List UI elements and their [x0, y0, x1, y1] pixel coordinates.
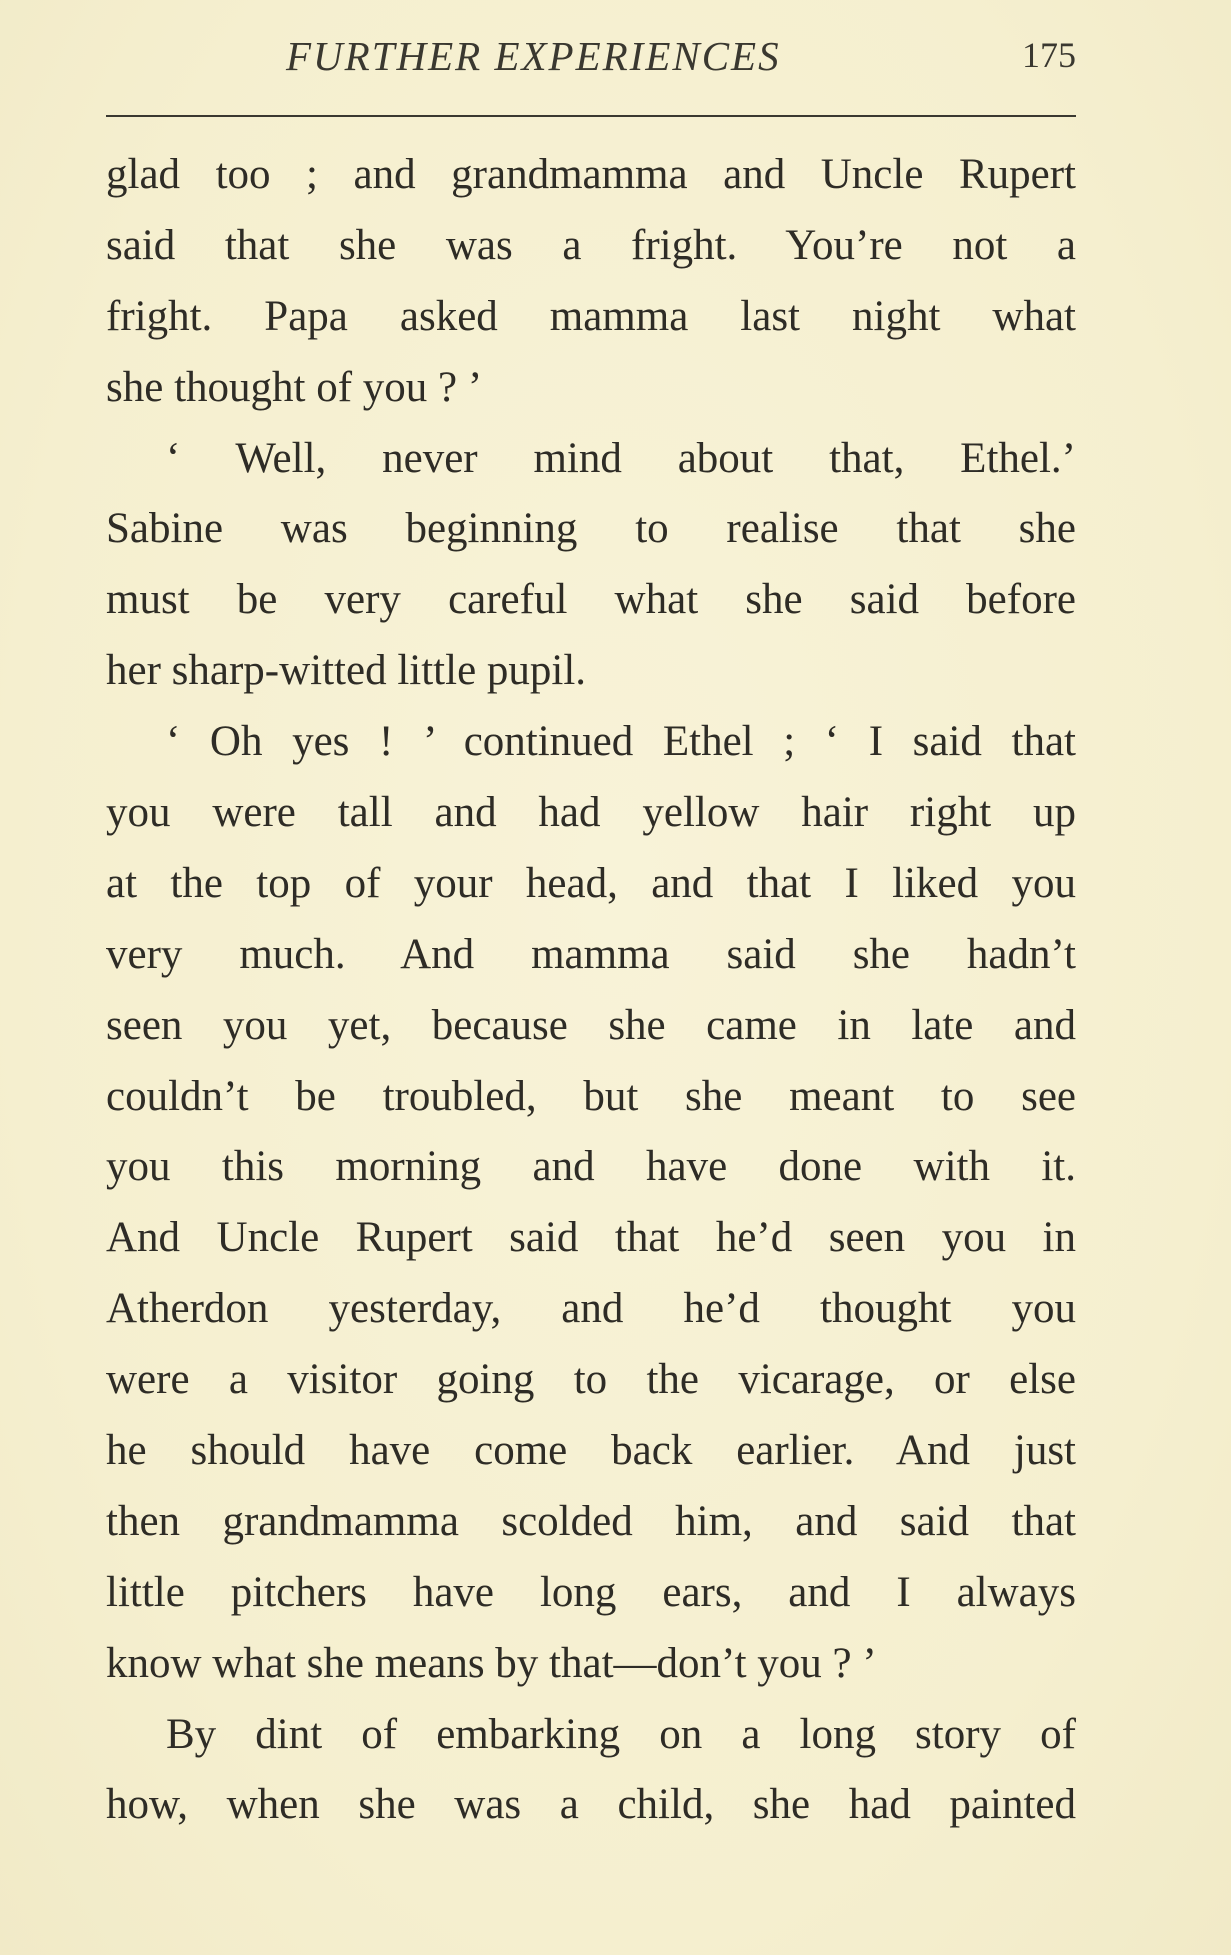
text-line: And Uncle Rupert said that he’d seen you in — [106, 1214, 1076, 1262]
running-title: FURTHER EXPERIENCES — [286, 33, 781, 79]
text-line: ‘ Oh yes ! ’ continued Ethel ; ‘ I said that — [166, 718, 1076, 766]
text-line: By dint of embarking on a long story of — [166, 1710, 1076, 1758]
text-line: Atherdon yesterday, and he’d thought you — [106, 1285, 1076, 1333]
header-rule — [106, 115, 1076, 117]
text-line: know what she means by that—don’t you ? ’ — [106, 1639, 877, 1687]
text-line: you this morning and have done with it. — [106, 1143, 1076, 1191]
page-number: 175 — [1022, 35, 1076, 75]
text-line: very much. And mamma said she hadn’t — [106, 930, 1076, 978]
text-line: seen you yet, because she came in late and — [106, 1001, 1076, 1049]
text-line: how, when she was a child, she had painted — [106, 1781, 1076, 1829]
text-line: he should have come back earlier. And just — [106, 1427, 1076, 1475]
text-line: Sabine was beginning to realise that she — [106, 505, 1076, 553]
text-line: then grandmamma scolded him, and said that — [106, 1497, 1076, 1545]
text-line: she thought of you ? ’ — [106, 363, 483, 411]
text-line: ‘ Well, never mind about that, Ethel.’ — [166, 434, 1076, 482]
running-head — [106, 32, 1076, 92]
text-line: couldn’t be troubled, but she meant to see — [106, 1072, 1076, 1120]
text-line: at the top of your head, and that I liked you — [106, 859, 1076, 907]
text-line: were a visitor going to the vicarage, or else — [106, 1356, 1076, 1404]
text-line: fright. Papa asked mamma last night what — [106, 292, 1076, 340]
text-line: said that she was a fright. You’re not a — [106, 221, 1076, 269]
text-line: her sharp-witted little pupil. — [106, 647, 587, 695]
body-text — [106, 140, 1076, 1841]
text-line: glad too ; and grandmamma and Uncle Rupert — [106, 151, 1076, 198]
text-line: must be very careful what she said before — [106, 576, 1076, 624]
text-line: little pitchers have long ears, and I always — [106, 1568, 1076, 1616]
text-line: you were tall and had yellow hair right up — [106, 789, 1076, 837]
